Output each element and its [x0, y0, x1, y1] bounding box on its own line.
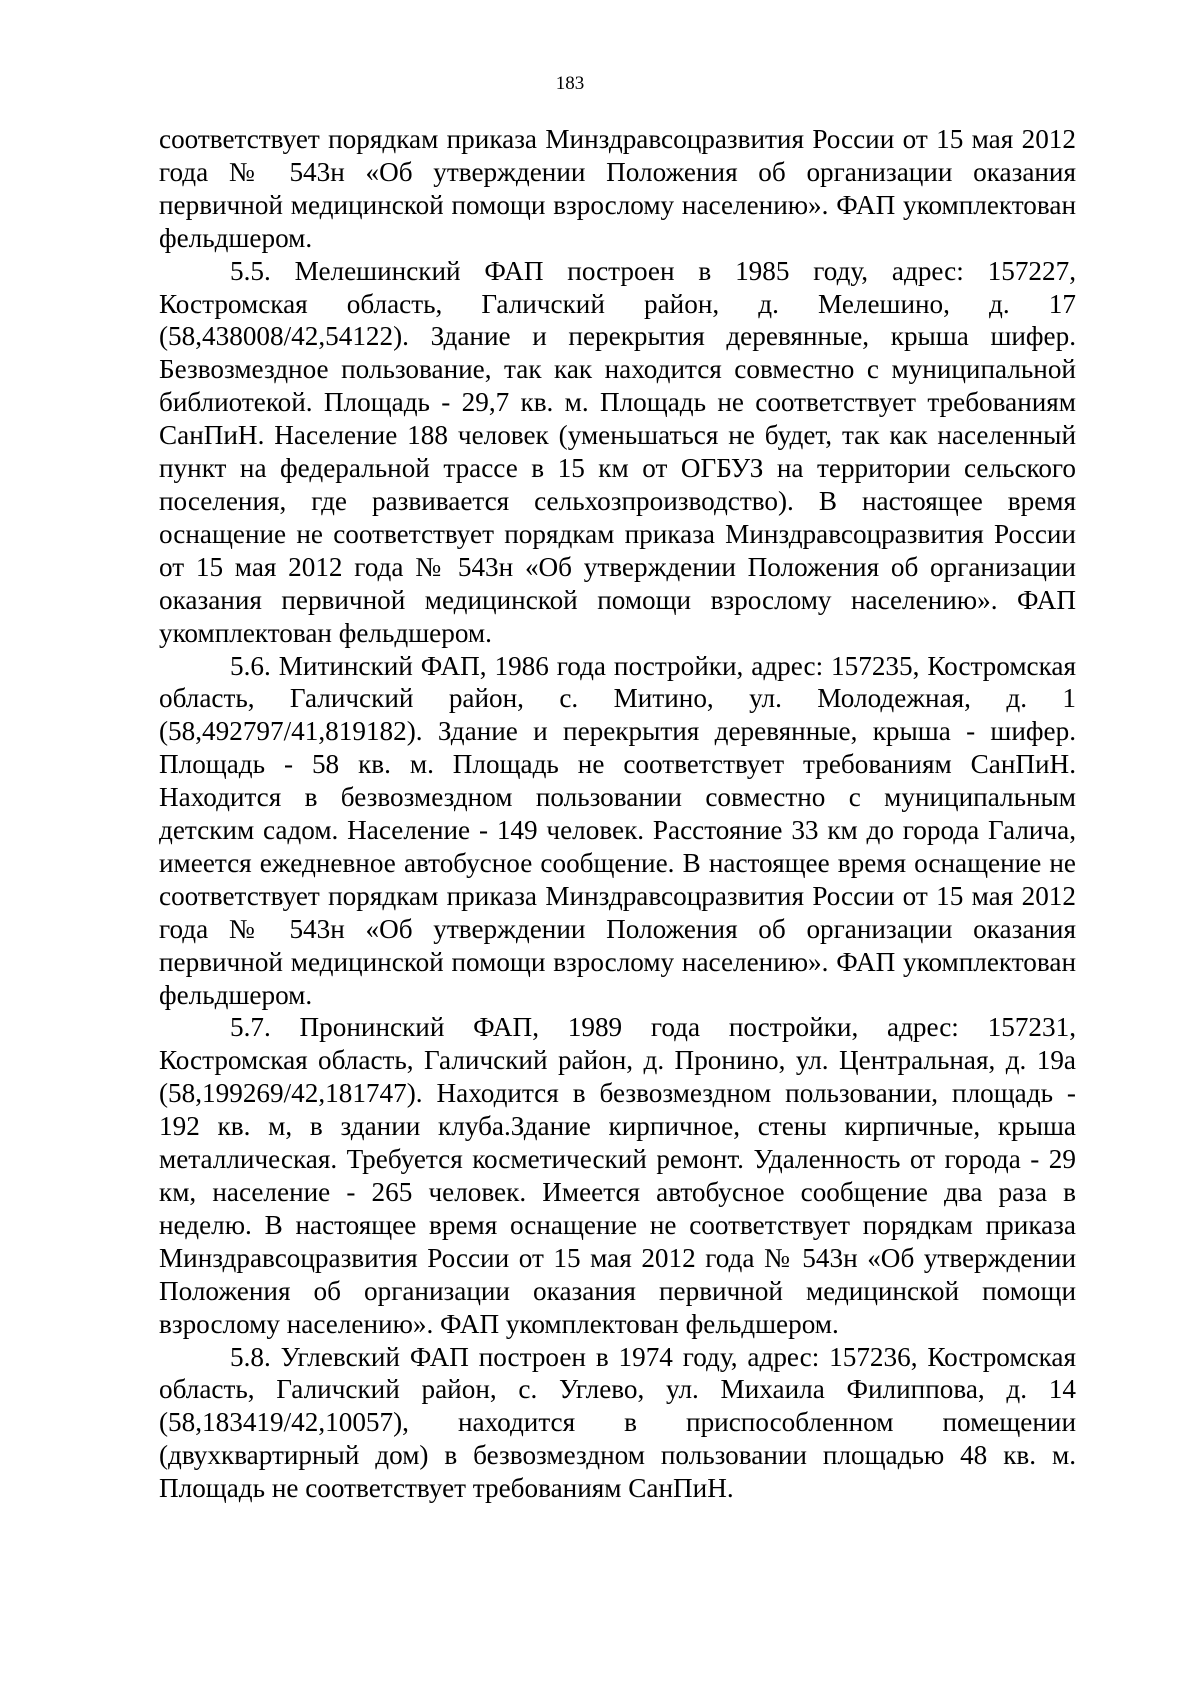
paragraph-5-7: [159, 1011, 1076, 1340]
section-number: 5.7.: [230, 1012, 271, 1043]
section-number: 5.5.: [230, 255, 271, 286]
document-body: [159, 123, 1076, 1505]
section-number: 5.6.: [230, 650, 271, 681]
paragraph-text: Мелешинский ФАП построен в 1985 году, адрес: 157227, Костромская область, Галичский район, д. Мелешино, д. 17 (58,438008/42,54122). Здание и перекрытия деревянные, крыша шифер. Безвозмездное пользование, так как находится совместно с муниципальной библиотекой. Площадь - 29,7 кв. м. Площадь не соответствует требованиям СанПиН. Население 188 человек (уменьшаться не будет, так как населенный пункт на федеральной трассе в 15 км от ОГБУЗ на территории сельского поселения, где развивается сельхозпроизводство). В настоящее время оснащение не соответствует порядкам приказа Минздравсоцразвития России от 15 мая 2012 года № 543н «Об утверждении Положения об организации оказания первичной медицинской помощи взрослому населению». ФАП укомплектован фельдшером.: [159, 255, 1076, 648]
paragraph-text: соответствует порядкам приказа Минздравсоцразвития России от 15 мая 2012 года № 543н «Об утверждении Положения об организации оказания первичной медицинской помощи взрослому населению». ФАП укомплектован фельдшером.: [159, 124, 1076, 253]
paragraph-5-6: [159, 650, 1076, 1012]
paragraph-5-5: [159, 255, 1076, 650]
section-number: 5.8.: [230, 1341, 271, 1372]
paragraph-text: Углевский ФАП построен в 1974 году, адрес: 157236, Костромская область, Галичский район, с. Углево, ул. Михаила Филиппова, д. 14 (58,183419/42,10057), находится в приспособленном помещении (двухквартирный дом) в безвозмездном пользовании площадью 48 кв. м. Площадь не соответствует требованиям СанПиН.: [159, 1341, 1077, 1504]
paragraph-5-8: [159, 1341, 1076, 1506]
paragraph-text: Пронинский ФАП, 1989 года постройки, адрес: 157231, Костромская область, Галичский район, д. Пронино, ул. Центральная, д. 19а (58,199269/42,181747). Находится в безвозмездном пользовании, площадь - 192 кв. м, в здании клуба.Здание кирпичное, стены кирпичные, крыша металлическая. Требуется косметический ремонт. Удаленность от города - 29 км, население - 265 человек. Имеется автобусное сообщение два раза в неделю. В настоящее время оснащение не соответствует порядкам приказа Минздравсоцразвития России от 15 мая 2012 года № 543н «Об утверждении Положения об организации оказания первичной медицинской помощи взрослому населению». ФАП укомплектован фельдшером.: [159, 1012, 1076, 1339]
paragraph-continuation: [159, 123, 1076, 255]
paragraph-text: Митинский ФАП, 1986 года постройки, адрес: 157235, Костромская область, Галичский район, с. Митино, ул. Молодежная, д. 1 (58,492797/41,819182). Здание и перекрытия деревянные, крыша - шифер. Площадь - 58 кв. м. Площадь не соответствует требованиям СанПиН. Находится в безвозмездном пользовании совместно с муниципальным детским садом. Население - 149 человек. Расстояние 33 км до города Галича, имеется ежедневное автобусное сообщение. В настоящее время оснащение не соответствует порядкам приказа Минздравсоцразвития России от 15 мая 2012 года № 543н «Об утверждении Положения об организации оказания первичной медицинской помощи взрослому населению». ФАП укомплектован фельдшером.: [159, 650, 1076, 1010]
page-number: 183: [555, 73, 585, 94]
